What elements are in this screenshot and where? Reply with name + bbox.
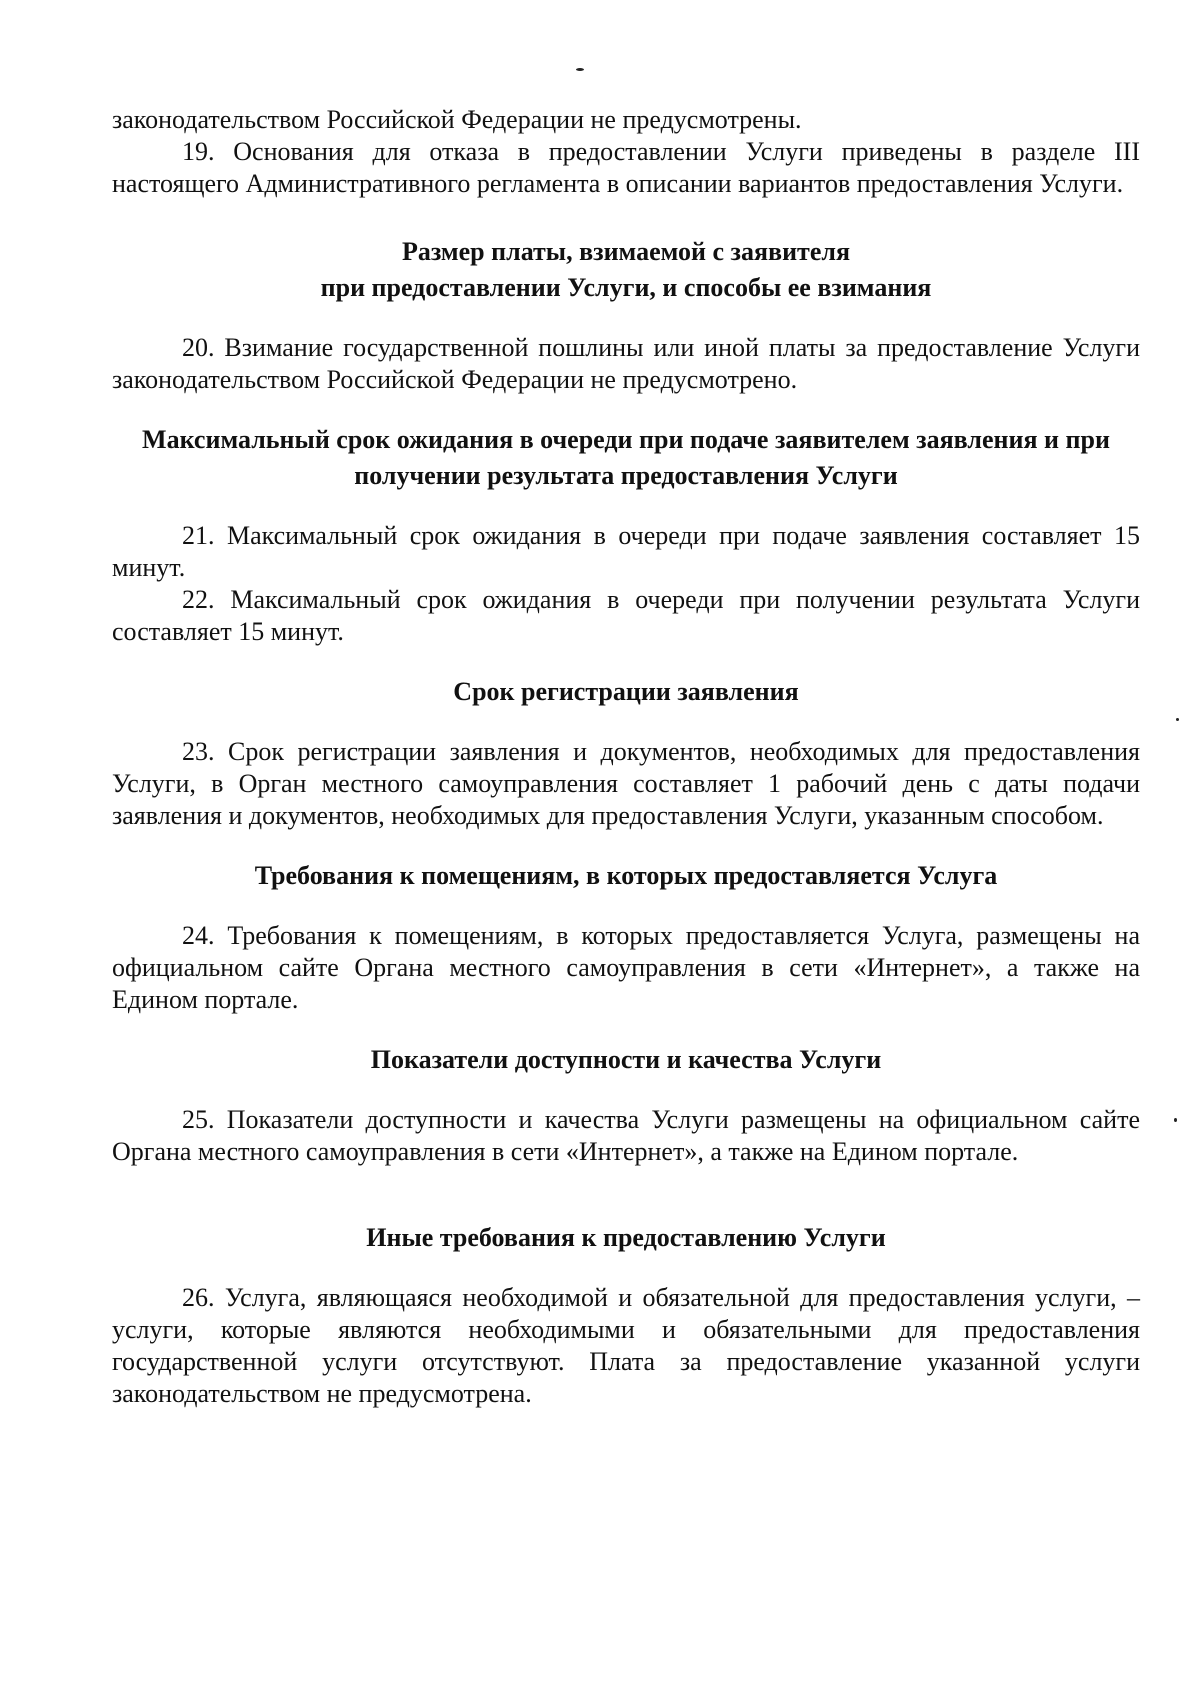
heading-fee-line2: при предоставлении Услуги, и способы ее взимания	[320, 273, 932, 302]
heading-fee-line1: Размер платы, взимаемой с заявителя	[401, 237, 851, 266]
paragraph-22: 22. Максимальный срок ожидания в очереди при получении результата Услуги составляет 15 минут.	[112, 585, 1140, 646]
document-body	[112, 104, 1140, 1410]
paragraph-20: 20. Взимание государственной пошлины или иной платы за предоставление Услуги законодательством Российской Федерации не предусмотрено.	[112, 333, 1140, 394]
heading-other-requirements: Иные требования к предоставлению Услуги	[366, 1223, 886, 1252]
paragraph-19: 19. Основания для отказа в предоставлении Услуги приведены в разделе III настоящего Административного регламента в описании вариантов предоставления Услуги.	[112, 137, 1140, 198]
heading-wait-time: Максимальный срок ожидания в очереди при подаче заявителем заявления и при получении результата предоставления Услуги	[142, 425, 1110, 490]
paragraph-24: 24. Требования к помещениям, в которых предоставляется Услуга, размещены на официальном сайте Органа местного самоуправления в сети «Интернет», а также на Едином портале.	[112, 921, 1140, 1014]
lead-line: законодательством Российской Федерации не предусмотрены.	[112, 105, 802, 134]
paragraph-23: 23. Срок регистрации заявления и документов, необходимых для предоставления Услуги, в Орган местного самоуправления составляет 1 рабочий день с даты подачи заявления и документов, необходимых для предоставления Услуги, указанным способом.	[112, 737, 1140, 830]
heading-quality: Показатели доступности и качества Услуги	[370, 1045, 882, 1074]
scan-mark-top	[576, 68, 584, 71]
heading-registration: Срок регистрации заявления	[453, 677, 799, 706]
paragraph-26: 26. Услуга, являющаяся необходимой и обязательной для предоставления услуги, – услуги, которые являются необходимыми и обязательными для предоставления государственной услуги отсутствуют. Плата за предоставление указанной услуги законодательством не предусмотрена.	[112, 1283, 1140, 1408]
paragraph-21: 21. Максимальный срок ожидания в очереди при подаче заявления составляет 15 минут.	[112, 521, 1140, 582]
heading-premises: Требования к помещениям, в которых предоставляется Услуга	[254, 861, 998, 890]
scan-mark-right-1	[1176, 718, 1179, 721]
scan-mark-right-2	[1174, 1118, 1177, 1122]
paragraph-25: 25. Показатели доступности и качества Услуги размещены на официальном сайте Органа местного самоуправления в сети «Интернет», а также на Едином портале.	[112, 1105, 1140, 1166]
